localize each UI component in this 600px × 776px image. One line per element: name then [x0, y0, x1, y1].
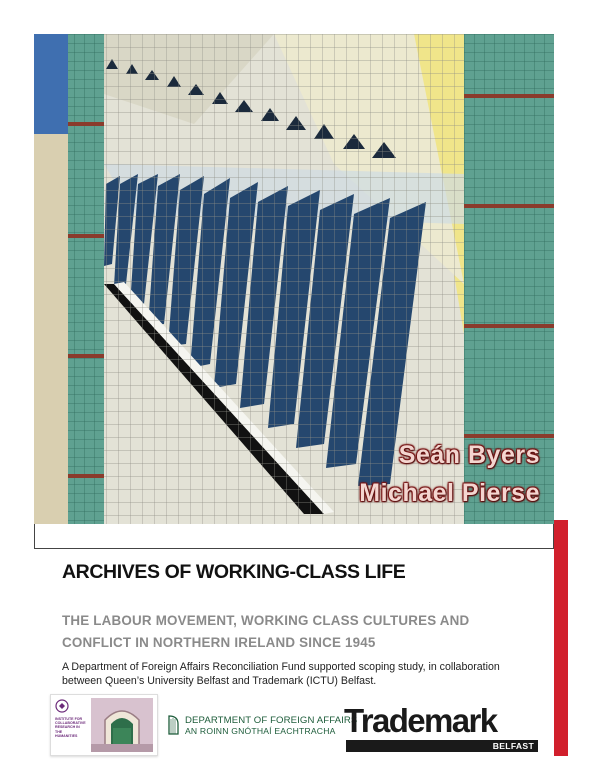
document-title: ARCHIVES OF WORKING-CLASS LIFE: [62, 561, 406, 583]
subtitle-line: CONFLICT IN NORTHERN IRELAND SINCE 1945: [62, 635, 376, 650]
author-name: Seán Byers: [398, 441, 540, 469]
institute-emblem-icon: [55, 699, 77, 713]
institute-logo-text: INSTITUTE FOR COLLABORATIVE RESEARCH IN THE HUMANITIES: [55, 717, 86, 738]
document-subtitle: [62, 610, 542, 654]
trademark-location: BELFAST: [492, 741, 534, 751]
author-names: [359, 436, 540, 512]
document-description: [62, 660, 542, 688]
institute-logo: [50, 694, 158, 756]
cover-frame: [34, 524, 554, 549]
cover-photo: [34, 34, 554, 524]
trademark-bar: [346, 740, 538, 752]
subtitle-line: THE LABOUR MOVEMENT, WORKING CLASS CULTURES AND: [62, 613, 470, 628]
trademark-wordmark: Trademark: [344, 702, 497, 739]
dfa-name-irish: AN ROINN GNÓTHAÍ EACHTRACHA: [185, 726, 336, 736]
description-line: A Department of Foreign Affairs Reconciliation Fund supported scoping study, in collaboration: [62, 661, 500, 673]
dfa-name-english: DEPARTMENT OF FOREIGN AFFAIRS: [185, 715, 358, 726]
harp-icon: [166, 714, 180, 736]
dfa-logo: [166, 714, 358, 738]
description-line: between Queen’s University Belfast and Trademark (ICTU) Belfast.: [62, 675, 377, 687]
doorway-image: [91, 698, 153, 752]
author-name: Michael Pierse: [359, 479, 540, 507]
accent-bar: [554, 520, 568, 756]
trademark-logo: [344, 702, 540, 754]
